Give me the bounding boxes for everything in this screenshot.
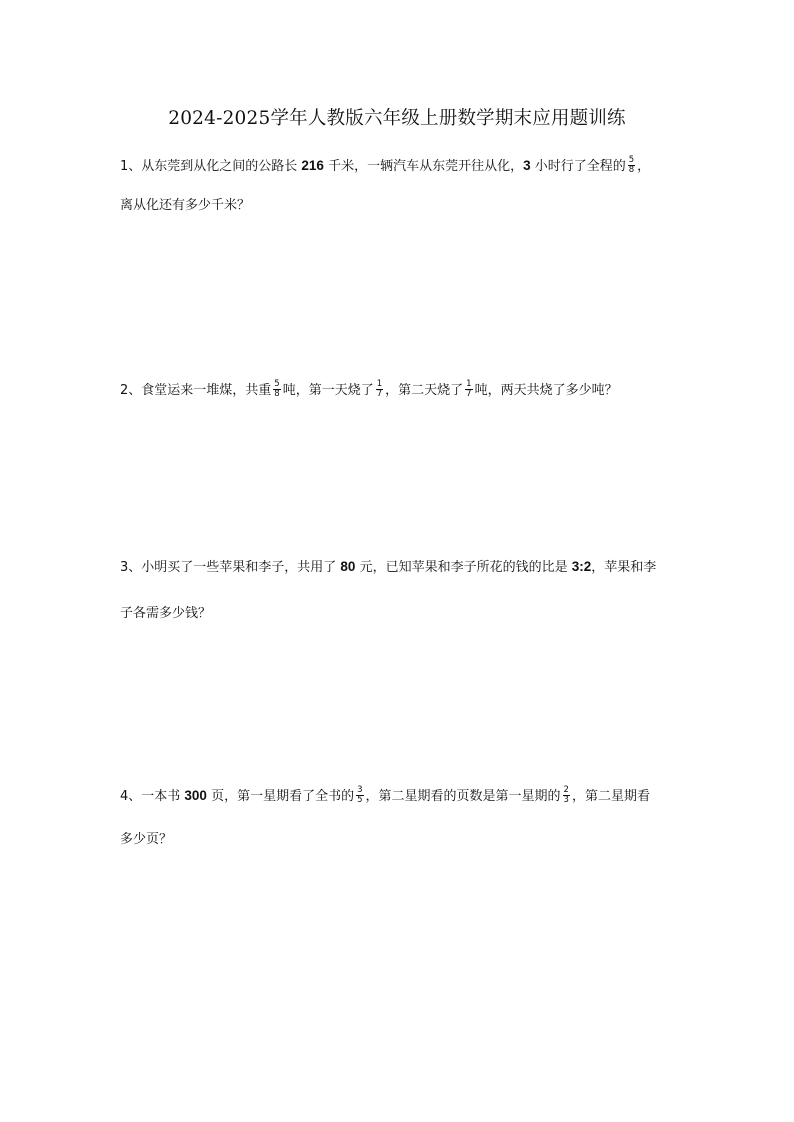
- q2-fraction-total: [273, 380, 280, 399]
- q4-fraction-week1-numerator: 3: [357, 785, 363, 795]
- q2-text-d: 吨，两天共烧了多少吨？: [474, 383, 618, 398]
- q2-fraction-day2-numerator: 1: [466, 379, 472, 389]
- q1-text-g: ，: [637, 159, 651, 174]
- q2-text-b: 吨，第一天烧了: [282, 383, 374, 398]
- q2-fraction-day1-denominator: 7: [376, 389, 383, 399]
- q1-text-c: 千米，一辆汽车从东莞开往从化，: [323, 159, 524, 174]
- q4-text-e: ，第二星期看: [571, 789, 650, 804]
- question-1-line-2: 离从化还有多少千米？: [120, 198, 251, 213]
- q3-amount: 80: [340, 559, 356, 574]
- question-3-line-2: 子各需多少钱？: [120, 606, 212, 621]
- q4-fraction-week1-denominator: 5: [357, 795, 363, 805]
- q3-text-a: 3、小明买了一些苹果和李子，共用了: [120, 560, 341, 575]
- q4-text-a: 4、一本书: [120, 789, 185, 804]
- question-4-line-2: 多少页？: [120, 832, 173, 847]
- q3-text-c: 元，已知苹果和李子所花的钱的比是: [355, 560, 572, 575]
- q1-fraction-numerator: 5: [628, 155, 635, 165]
- q1-text-a: 1、从东莞到从化之间的公路长: [120, 159, 302, 174]
- q4-text-d: ，第二星期看的页数是第一星期的: [365, 789, 561, 804]
- question-1-line-1: [120, 157, 650, 176]
- question-4-line-1: [120, 787, 650, 806]
- q4-fraction-week2: [563, 786, 570, 805]
- q2-fraction-total-numerator: 5: [274, 379, 280, 389]
- q4-fraction-week1: [356, 786, 363, 805]
- q2-text-a: 2、食堂运来一堆煤，共重: [120, 383, 272, 398]
- q4-fraction-week2-numerator: 2: [563, 785, 569, 795]
- q2-fraction-day1-numerator: 1: [376, 379, 383, 389]
- worksheet-title: 2024-2025学年人教版六年级上册数学期末应用题训练: [168, 108, 626, 129]
- q1-fraction: [628, 156, 635, 175]
- q2-fraction-day1: [376, 380, 383, 399]
- q1-distance: 216: [301, 158, 324, 173]
- q2-fraction-day2-denominator: 7: [466, 389, 472, 399]
- q3-ratio: 3:2: [571, 559, 592, 574]
- question-3-line-1: [120, 559, 656, 576]
- q1-text-e: 小时行了全程的: [530, 159, 626, 174]
- q1-fraction-denominator: 8: [628, 165, 635, 175]
- q1-hours: 3: [523, 158, 531, 173]
- q2-text-c: ，第二天烧了: [385, 383, 464, 398]
- q4-pages: 300: [184, 788, 207, 803]
- question-2-line-1: [120, 381, 618, 400]
- q4-text-c: 页，第一星期看了全书的: [206, 789, 355, 804]
- q2-fraction-total-denominator: 8: [274, 389, 280, 399]
- q4-fraction-week2-denominator: 3: [563, 795, 569, 805]
- q2-fraction-day2: [465, 380, 472, 399]
- q3-text-e: ，苹果和李: [591, 560, 657, 575]
